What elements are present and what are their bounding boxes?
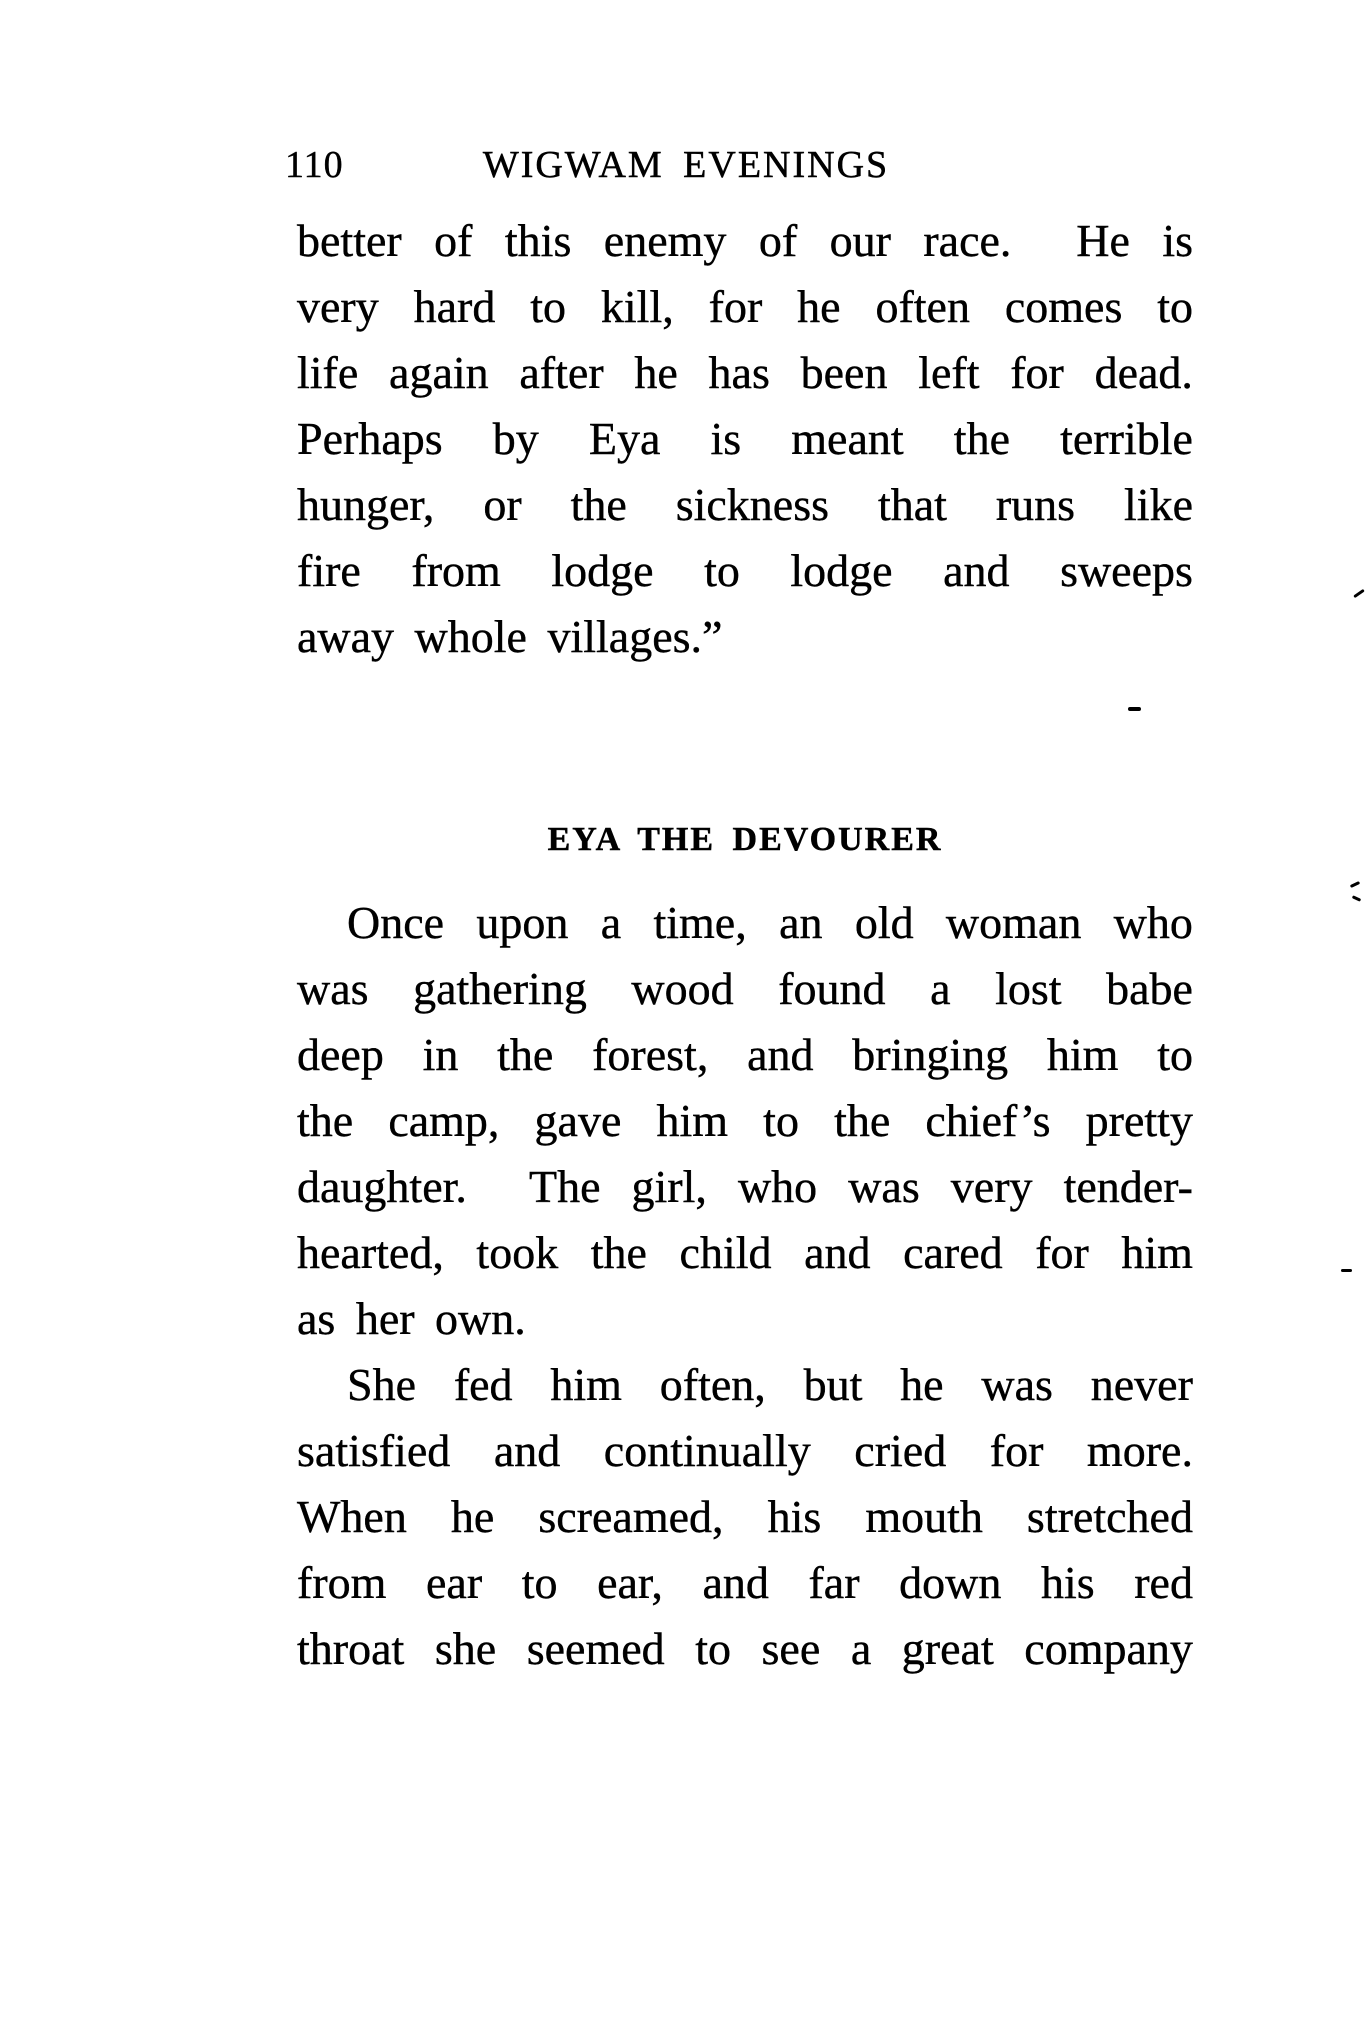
paragraph-story-opening [297, 890, 1193, 1352]
text-line: deep in the forest, and bringing him to [297, 1029, 1193, 1080]
text-line: daughter. The girl, who was very tender- [297, 1161, 1193, 1212]
section-heading: EYA THE DEVOURER [547, 821, 943, 858]
text-line: throat she seemed to see a great company [297, 1623, 1193, 1674]
text-line: satisfied and continually cried for more. [297, 1425, 1193, 1476]
paragraph-story-second [297, 1352, 1193, 1682]
paragraph-continuation [297, 208, 1193, 670]
text-column [297, 0, 1193, 2044]
text-line: She fed him often, but he was never [347, 1359, 1193, 1410]
scan-speck [1128, 707, 1141, 711]
text-line: was gathering wood found a lost babe [297, 963, 1193, 1014]
scan-speck [1350, 881, 1360, 888]
page-number: 110 [285, 144, 344, 186]
scan-speck [1341, 1269, 1352, 1272]
scan-speck [1352, 895, 1361, 902]
running-title: WIGWAM EVENINGS [482, 144, 890, 186]
text-line: very hard to kill, for he often comes to [297, 281, 1193, 332]
text-line: away whole villages.” [297, 611, 723, 662]
text-line: hunger, or the sickness that runs like [297, 479, 1193, 530]
text-line: better of this enemy of our race. He is [297, 215, 1193, 266]
scan-speck [1353, 589, 1365, 598]
text-line: as her own. [297, 1293, 526, 1344]
text-line: When he screamed, his mouth stretched [297, 1491, 1193, 1542]
text-line: hearted, took the child and cared for him [297, 1227, 1193, 1278]
text-line: Perhaps by Eya is meant the terrible [297, 413, 1193, 464]
text-line: life again after he has been left for dead. [297, 347, 1193, 398]
text-line: Once upon a time, an old woman who [347, 897, 1193, 948]
text-line: fire from lodge to lodge and sweeps [297, 545, 1193, 596]
text-line: the camp, gave him to the chief’s pretty [297, 1095, 1193, 1146]
text-line: from ear to ear, and far down his red [297, 1557, 1193, 1608]
